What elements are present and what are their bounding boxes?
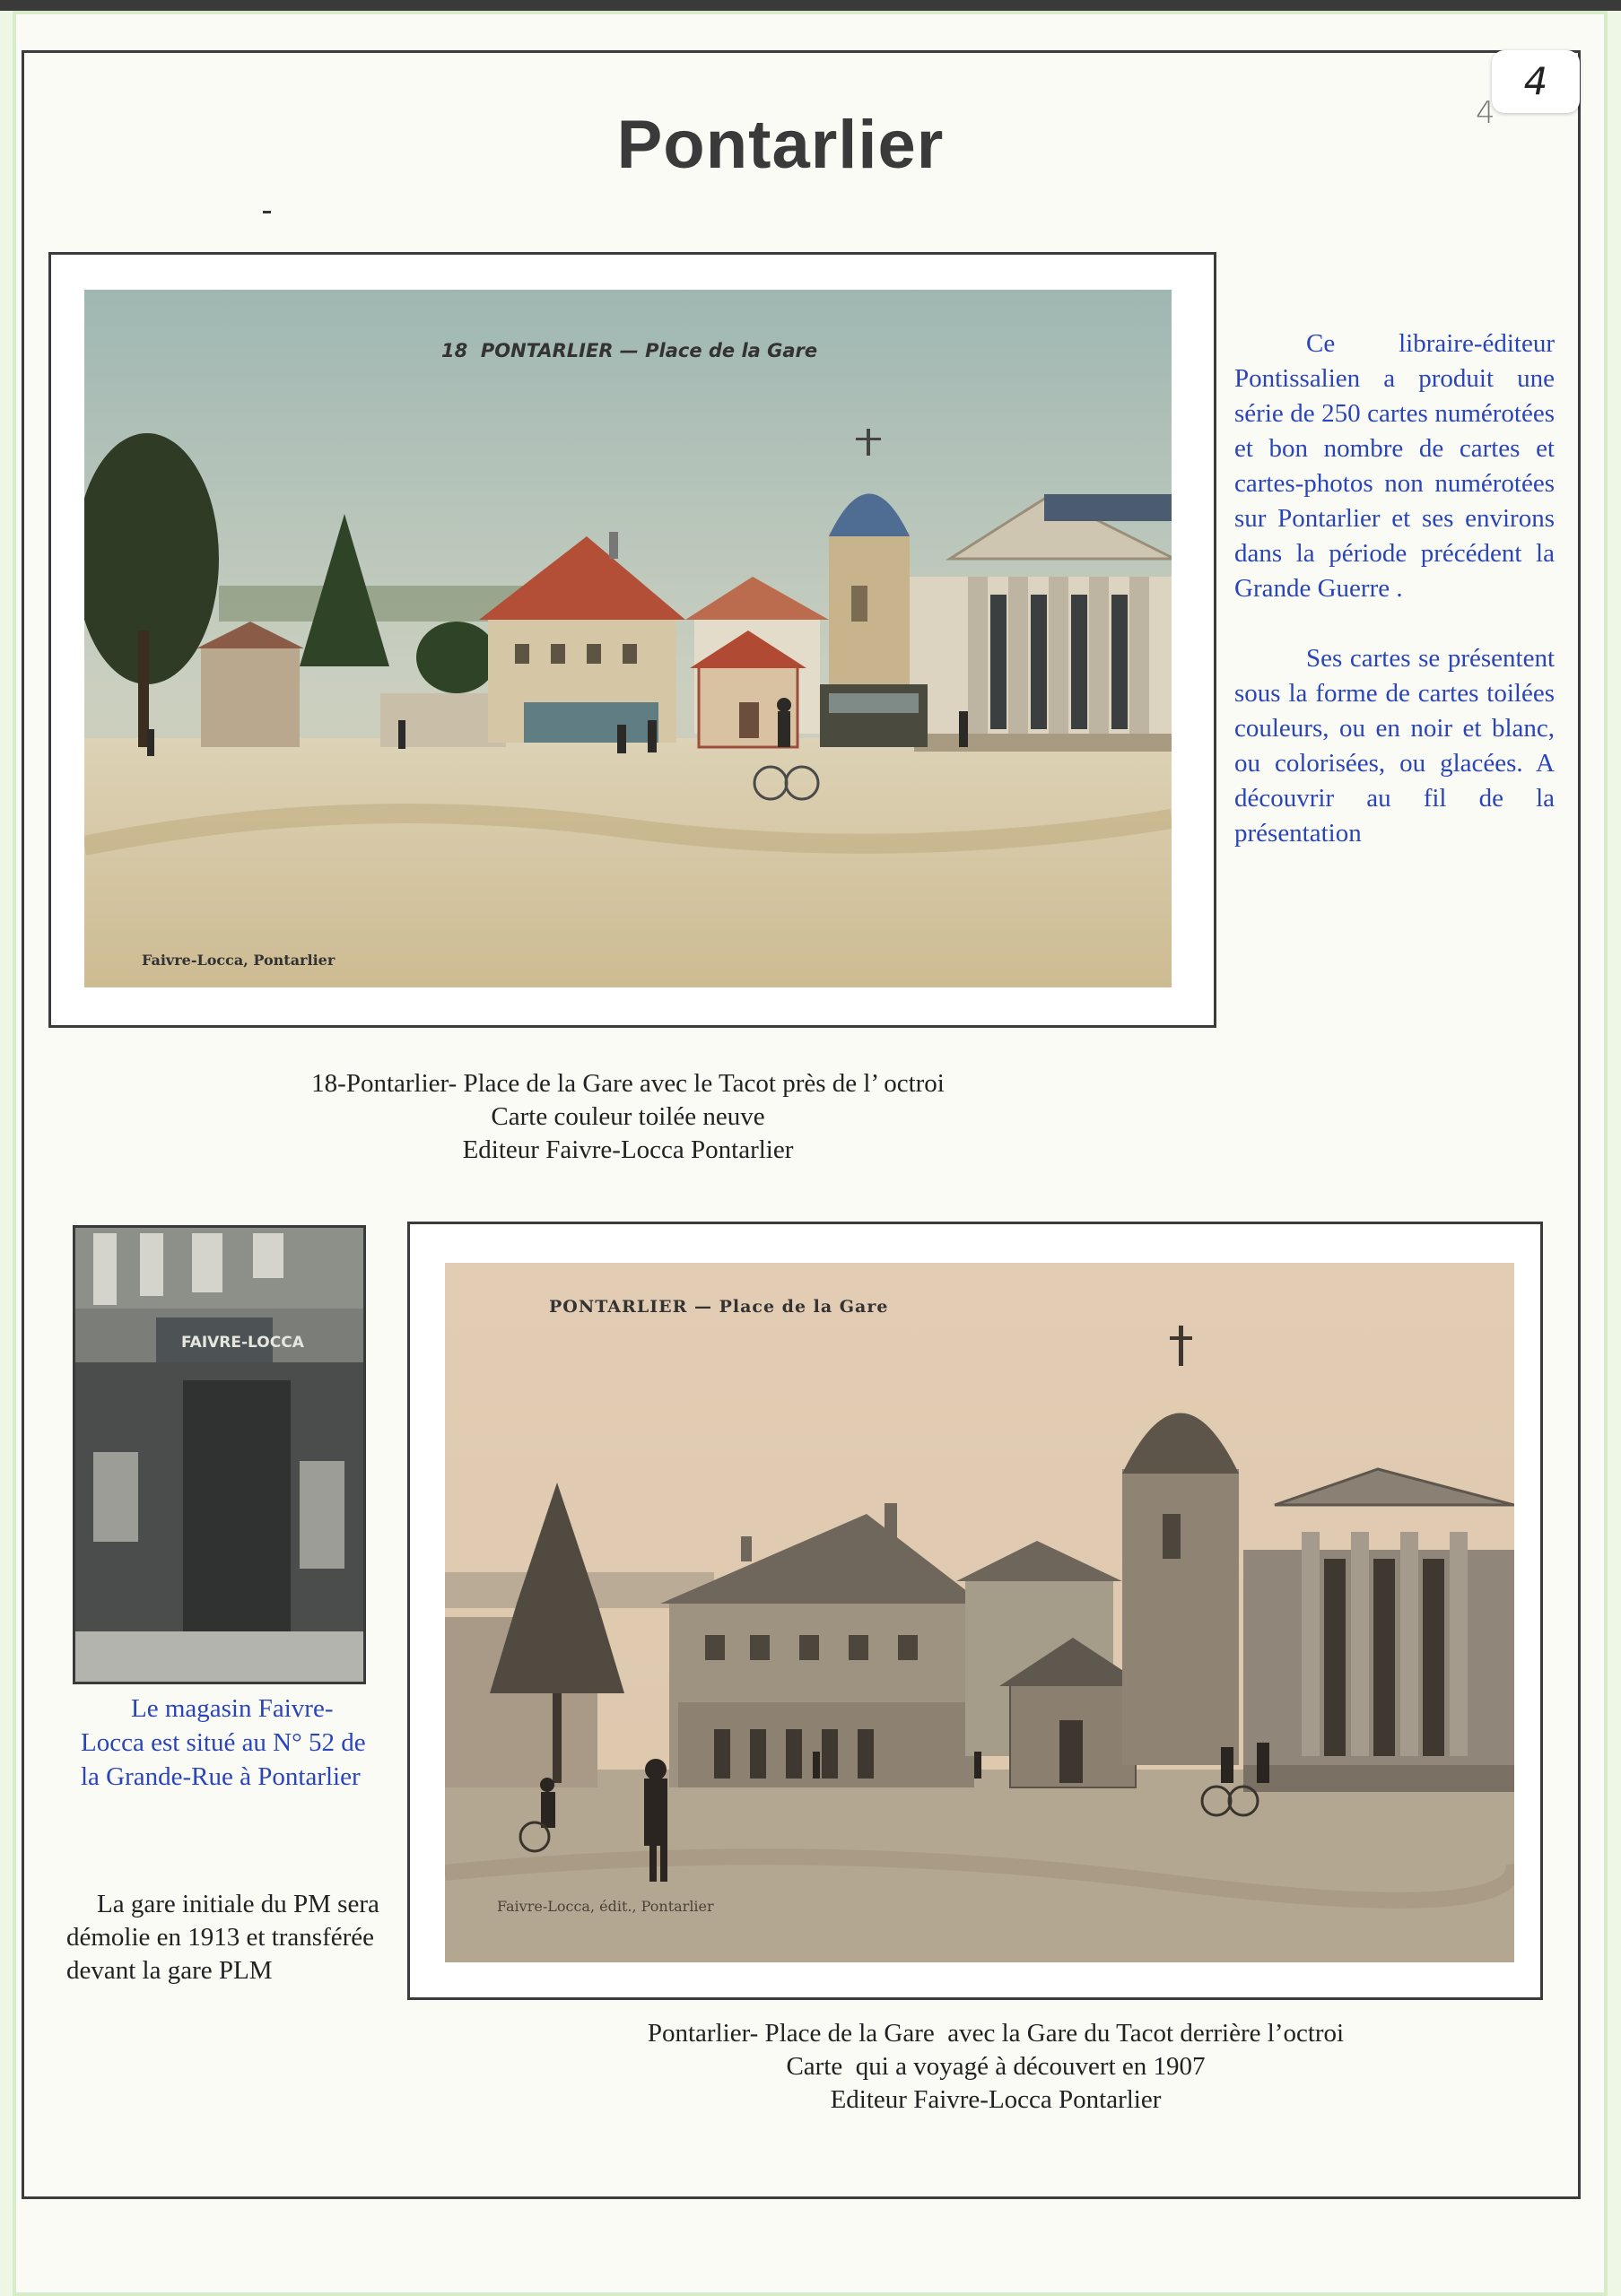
shop-photo-scene bbox=[75, 1228, 363, 1682]
top-dark-strip bbox=[0, 0, 1621, 11]
card2-editor-mark: Faivre-Locca, édit., Pontarlier bbox=[497, 1898, 714, 1915]
pencil-mark: 4 bbox=[1476, 95, 1495, 131]
card1-editor-mark: Faivre-Locca, Pontarlier bbox=[142, 952, 336, 969]
card2-printed-title: PONTARLIER — Place de la Gare bbox=[549, 1297, 889, 1317]
card1-caption bbox=[179, 1067, 1076, 1167]
card2-scene bbox=[445, 1263, 1514, 1962]
shop-description: Le magasin Faivre-Locca est situé au N° 52 de la Grande-Rue à Pontarlier bbox=[81, 1694, 366, 1791]
card1-caption-line2: Carte couleur toilée neuve bbox=[491, 1102, 765, 1131]
shop-sign: FAIVRE-LOCCA bbox=[181, 1334, 304, 1352]
card1-postcard bbox=[84, 290, 1172, 987]
card2-caption-line2: Carte qui a voyagé à découvert en 1907 bbox=[786, 2052, 1206, 2081]
card1-printed-title: 18 PONTARLIER — Place de la Gare bbox=[441, 340, 818, 361]
card2-caption-line1: Pontarlier- Place de la Gare avec la Gare du Tacot derrière l’octroi bbox=[647, 2019, 1345, 2048]
gare-description: La gare initiale du PM sera démolie en 1913 et transférée devant la gare PLM bbox=[66, 1890, 379, 1985]
stray-dash bbox=[263, 211, 271, 213]
card2-caption-line3: Editeur Faivre-Locca Pontarlier bbox=[830, 2085, 1162, 2114]
editor-description bbox=[1234, 326, 1555, 851]
card1-scene bbox=[84, 290, 1172, 987]
card1-caption-line3: Editeur Faivre-Locca Pontarlier bbox=[462, 1135, 794, 1164]
editor-description-p2: Ses cartes se présentent sous la forme de cartes toilées couleurs, ou en noir et blanc, ou colorisées, ou glacées. A découvrir au fil de la présentation bbox=[1234, 644, 1555, 848]
page-number-label: 4 bbox=[1492, 50, 1580, 113]
shop-photo bbox=[73, 1225, 366, 1684]
page-title: Pontarlier bbox=[616, 107, 945, 183]
card1-caption-line1: 18-Pontarlier- Place de la Gare avec le Tacot près de l’ octroi bbox=[311, 1069, 945, 1098]
editor-description-p1: Ce libraire-éditeur Pontissalien a produit une série de 250 cartes numérotées et bon nombre de cartes et cartes-photos non numérotées sur Pontarlier et ses environs dans la période précédent la Grande Guerre . bbox=[1234, 329, 1555, 603]
card2-caption bbox=[502, 2017, 1489, 2117]
card2-postcard bbox=[445, 1263, 1514, 1962]
